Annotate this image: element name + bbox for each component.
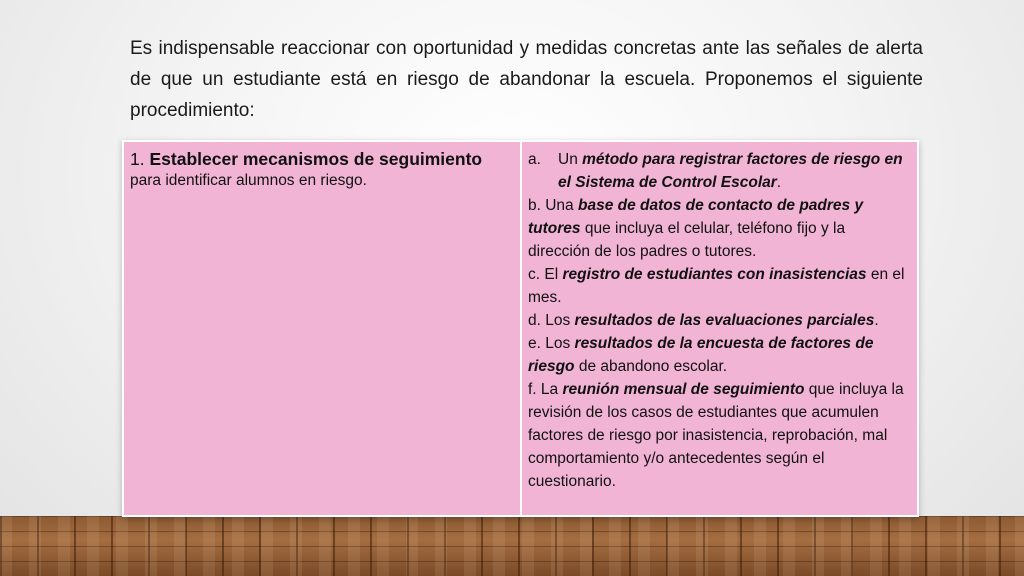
step-heading: Establecer mecanismos de seguimiento: [149, 149, 483, 169]
step-title: [130, 148, 514, 170]
table-cell-right: [522, 142, 917, 515]
list-item-c: c. El registro de estudiantes con inasistencias en el mes.: [528, 266, 905, 306]
list-item-e: e. Los resultados de la encuesta de factores de riesgo de abandono escolar.: [528, 335, 874, 375]
table-cell-left: [124, 142, 520, 515]
intro-paragraph: Es indispensable reaccionar con oportunidad y medidas concretas ante las señales de alerta de que un estudiante está en riesgo de abandonar la escuela. Proponemos el siguiente procedimiento:: [130, 38, 923, 121]
list-marker: a.: [528, 151, 541, 168]
step-number: 1.: [130, 149, 145, 169]
list-item-d: d. Los resultados de las evaluaciones parciales.: [528, 312, 879, 329]
list-item-a: [528, 148, 911, 194]
list-item-f: f. La reunión mensual de seguimiento que incluya la revisión de los casos de estudiantes que acumulen factores de riesgo por inasistencia, reprobación, mal comportamiento y/o antecedentes según el cuestionario.: [528, 381, 904, 490]
procedure-table: [122, 140, 919, 517]
list-item-b: b. Una base de datos de contacto de padres y tutores que incluya el celular, teléfono fijo y la dirección de los padres o tutores.: [528, 197, 864, 260]
wood-floor-decoration: [0, 516, 1024, 576]
list-item-text: Un método para registrar factores de riesgo en el Sistema de Control Escolar.: [558, 151, 903, 191]
step-subtitle: para identificar alumnos en riesgo.: [130, 172, 367, 189]
